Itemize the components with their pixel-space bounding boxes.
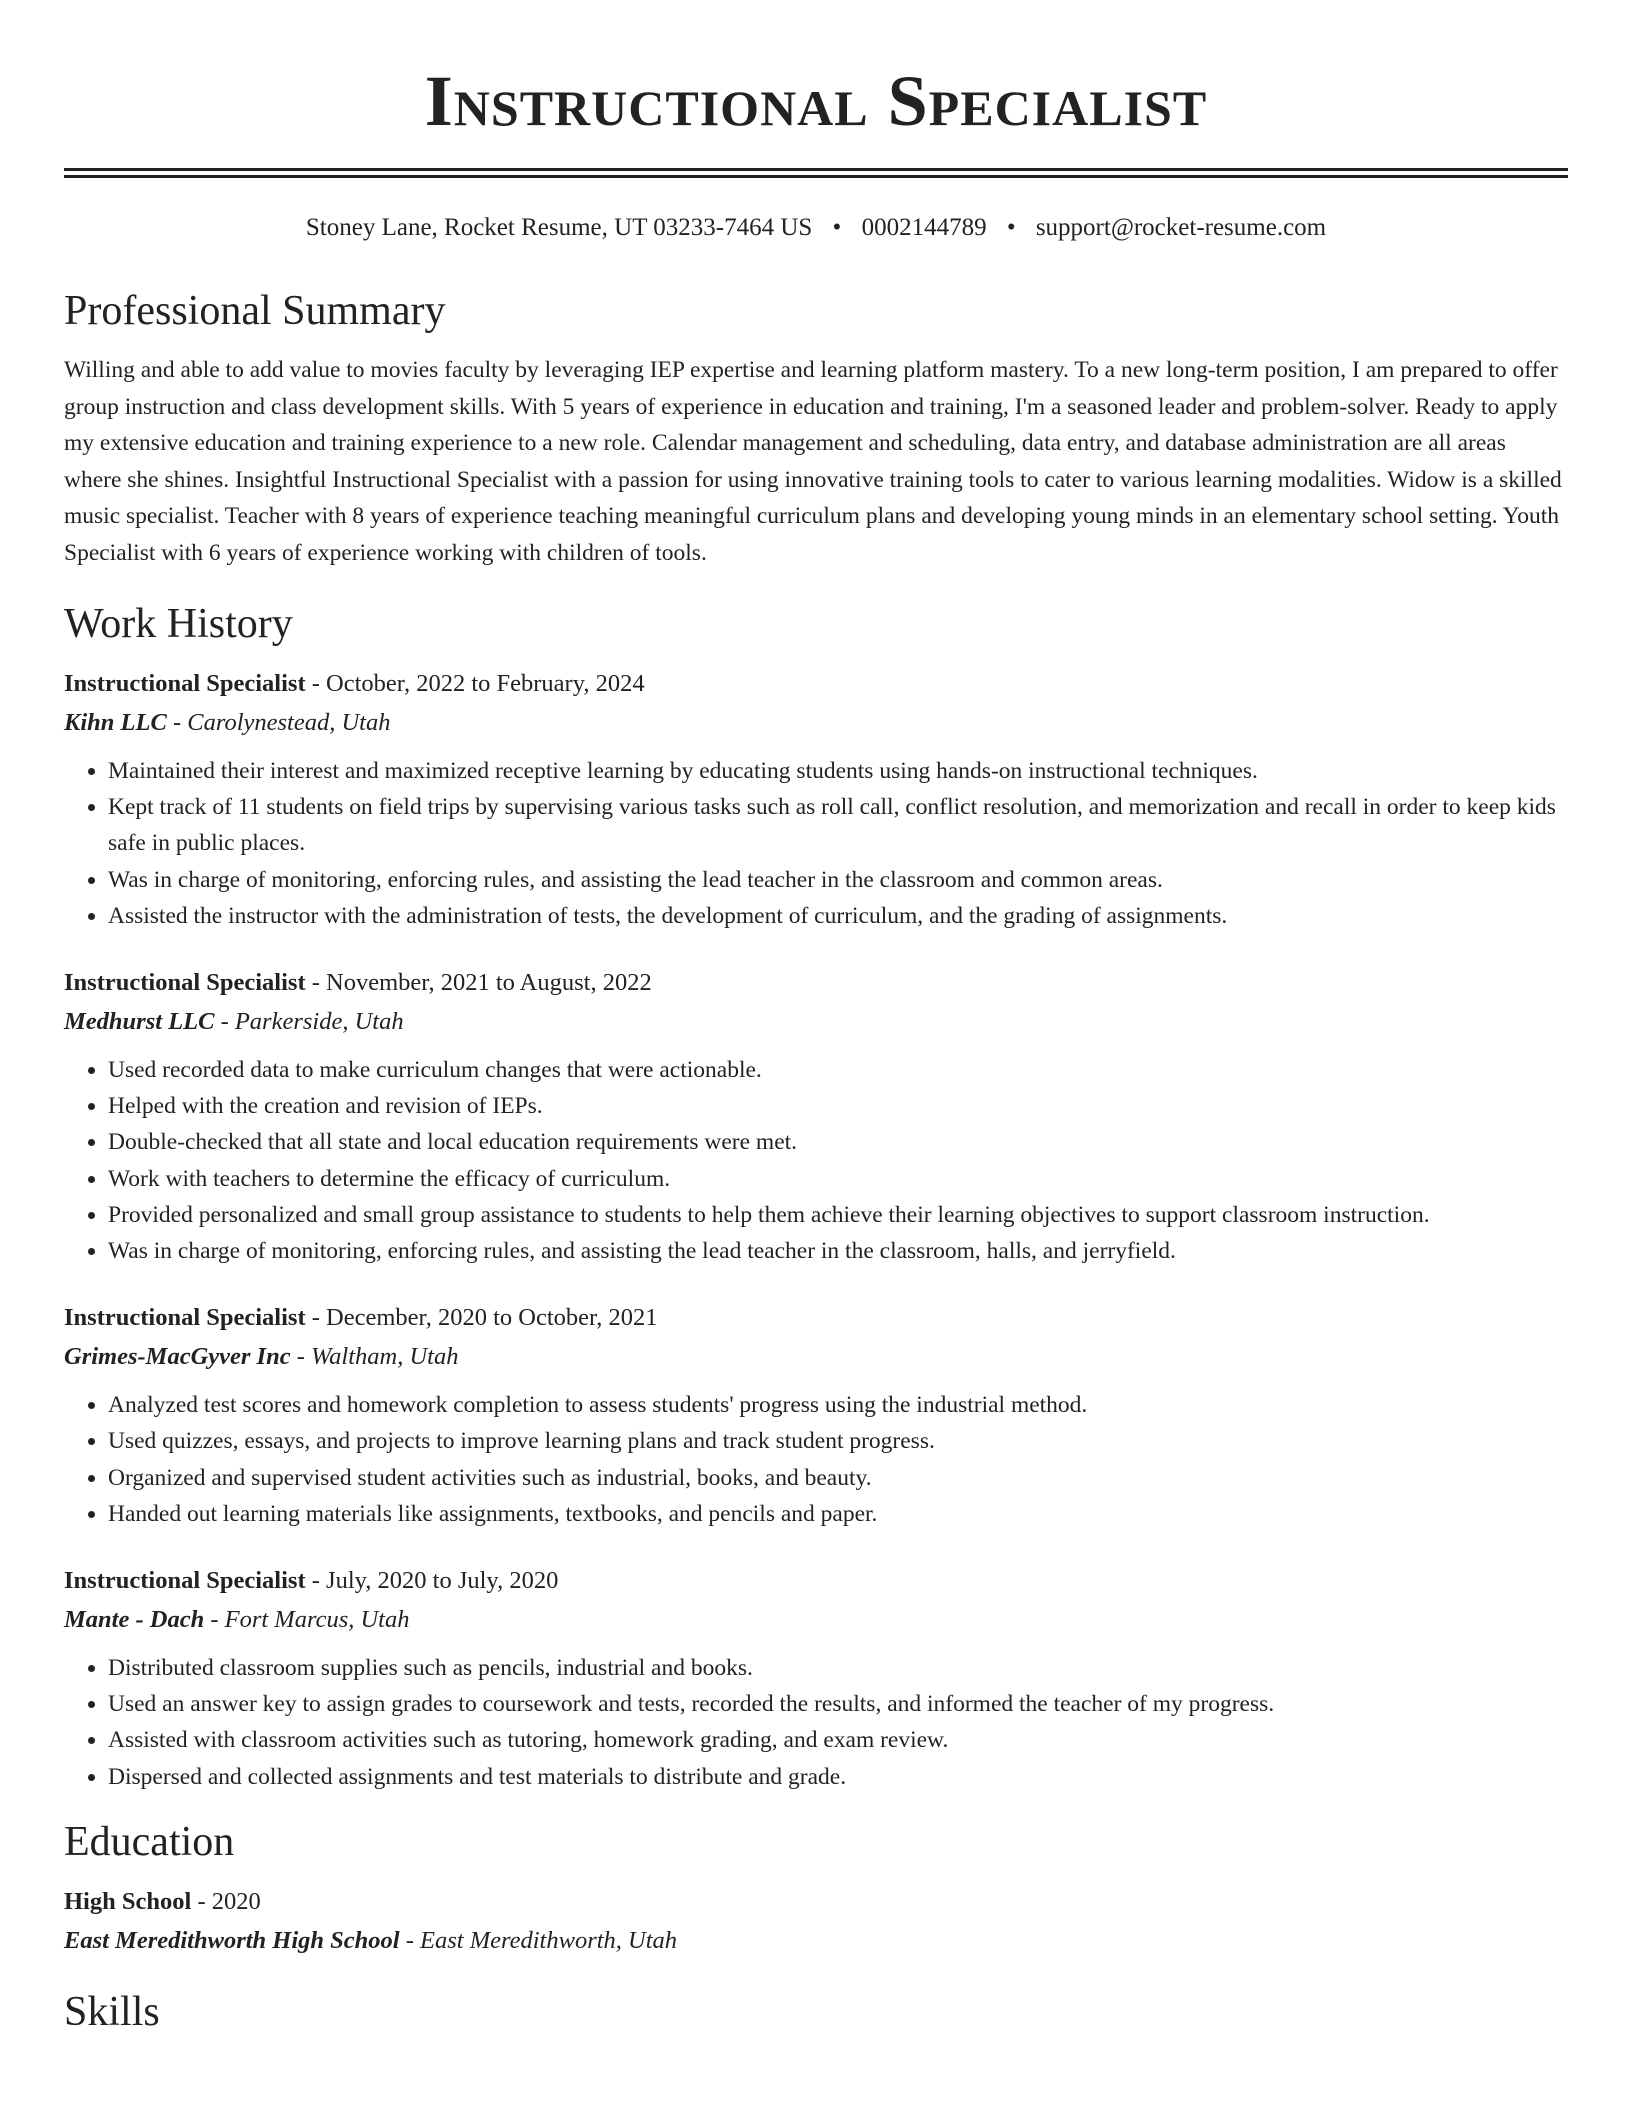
employer-name: Mante - Dach	[64, 1606, 205, 1634]
job-entry	[64, 665, 1568, 934]
employer-location: - Waltham, Utah	[290, 1343, 459, 1371]
job-bullet: • Helped with the creation and revision of IEPs.	[108, 1088, 1568, 1124]
job-bullet: • Handed out learning materials like assignments, textbooks, and pencils and paper.	[108, 1496, 1568, 1532]
summary-section	[64, 284, 1568, 571]
employer-location: - Carolynestead, Utah	[166, 709, 391, 736]
job-bullet: • Distributed classroom supplies such as pencils, industrial and books.	[108, 1650, 1568, 1686]
employer-name: Kihn LLC	[64, 709, 167, 736]
job-title: Instructional Specialist	[64, 1304, 306, 1332]
title-double-rule	[64, 168, 1568, 178]
employer-name: Grimes-MacGyver Inc	[64, 1343, 291, 1371]
contact-separator: •	[1006, 214, 1016, 241]
employer-line	[64, 1337, 1568, 1377]
job-bullet: • Assisted with classroom activities such as tutoring, homework grading, and exam review.	[108, 1722, 1568, 1758]
employer-line	[64, 703, 1568, 743]
job-bullet: • Organized and supervised student activities such as industrial, books, and beauty.	[108, 1460, 1568, 1496]
job-bullet: • Kept track of 11 students on field trips by supervising various tasks such as roll call, conflict resolution, and memorization and recall in order to keep kids safe in public places.	[108, 789, 1568, 861]
job-bullets	[64, 753, 1568, 934]
job-bullets	[64, 1387, 1568, 1532]
school-line	[64, 1921, 1568, 1961]
education-section	[64, 1815, 1568, 1961]
job-title: Instructional Specialist	[64, 670, 306, 697]
job-bullet: • Dispersed and collected assignments and test materials to distribute and grade.	[108, 1759, 1568, 1795]
job-bullet: • Double-checked that all state and local education requirements were met.	[108, 1124, 1568, 1160]
school-name: East Meredithworth High School	[64, 1926, 400, 1954]
job-bullets	[64, 1052, 1568, 1269]
degree-name: High School	[64, 1887, 192, 1915]
job-dates: - October, 2022 to February, 2024	[305, 670, 645, 697]
employer-location: - Fort Marcus, Utah	[204, 1606, 410, 1634]
employer-name: Medhurst LLC	[64, 1008, 215, 1036]
school-location: - East Meredithworth, Utah	[399, 1926, 678, 1954]
work-history-heading: Work History	[64, 601, 293, 647]
job-bullet: • Used an answer key to assign grades to coursework and tests, recorded the results, and informed the teacher of my progress.	[108, 1686, 1568, 1722]
degree-year: - 2020	[191, 1887, 261, 1915]
employer-line	[64, 1002, 1568, 1042]
job-title-line	[64, 1299, 1568, 1337]
job-title: Instructional Specialist	[64, 969, 306, 997]
job-dates: - November, 2021 to August, 2022	[305, 969, 652, 997]
contact-phone: 0002144789	[861, 214, 987, 241]
job-bullet: • Used quizzes, essays, and projects to improve learning plans and track student progress.	[108, 1423, 1568, 1459]
job-entry	[64, 1299, 1568, 1532]
job-title: Instructional Specialist	[64, 1567, 306, 1595]
job-bullet: • Was in charge of monitoring, enforcing rules, and assisting the lead teacher in the classroom, halls, and jerryfield.	[108, 1233, 1568, 1269]
skills-section	[64, 1985, 1568, 2039]
job-bullet: • Maintained their interest and maximized receptive learning by educating students using hands-on instructional techniques.	[108, 753, 1568, 789]
contact-line	[64, 212, 1568, 244]
summary-text: Willing and able to add value to movies faculty by leveraging IEP expertise and learning platform mastery. To a new long-term position, I am prepared to offer group instruction and class development skills. With 5 years of experience in education and training, I'm a seasoned leader and problem-solver. Ready to apply my extensive education and training experience to a new role. Calendar management and scheduling, data entry, and database administration are all areas where she shines. Insightful Instructional Specialist with a passion for using innovative training tools to cater to various learning modalities. Widow is a skilled music specialist. Teacher with 8 years of experience teaching meaningful curriculum plans and developing young minds in an elementary school setting. Youth Specialist with 6 years of experience working with children of tools.	[64, 357, 1562, 566]
job-entry	[64, 1562, 1568, 1795]
job-bullet: • Analyzed test scores and homework completion to assess students' progress using the industrial method.	[108, 1387, 1568, 1423]
job-title-line	[64, 665, 1568, 703]
job-title-line	[64, 964, 1568, 1002]
employer-location: - Parkerside, Utah	[214, 1008, 404, 1036]
job-bullet: • Provided personalized and small group assistance to students to help them achieve their learning objectives to support classroom instruction.	[108, 1197, 1568, 1233]
summary-heading: Professional Summary	[64, 288, 446, 334]
employer-line	[64, 1600, 1568, 1640]
job-bullet: • Used recorded data to make curriculum changes that were actionable.	[108, 1052, 1568, 1088]
contact-address: Stoney Lane, Rocket Resume, UT 03233-7464 US	[305, 214, 813, 241]
job-bullet: • Work with teachers to determine the efficacy of curriculum.	[108, 1161, 1568, 1197]
skills-heading: Skills	[64, 1988, 160, 2035]
job-dates: - December, 2020 to October, 2021	[305, 1304, 658, 1332]
job-bullet: • Was in charge of monitoring, enforcing rules, and assisting the lead teacher in the classroom and common areas.	[108, 862, 1568, 898]
degree-line	[64, 1883, 1568, 1921]
job-bullet: • Assisted the instructor with the administration of tests, the development of curriculum, and the grading of assignments.	[108, 898, 1568, 934]
education-heading: Education	[64, 1818, 235, 1865]
education-entry	[64, 1883, 1568, 1961]
job-title-line	[64, 1562, 1568, 1600]
contact-email[interactable]: support@rocket-resume.com	[1035, 214, 1327, 241]
job-dates: - July, 2020 to July, 2020	[305, 1567, 559, 1595]
contact-separator: •	[832, 214, 842, 241]
resume-title: Instructional Specialist	[424, 61, 1208, 141]
work-history-section	[64, 597, 1568, 1795]
job-entry	[64, 964, 1568, 1269]
job-bullets	[64, 1650, 1568, 1795]
